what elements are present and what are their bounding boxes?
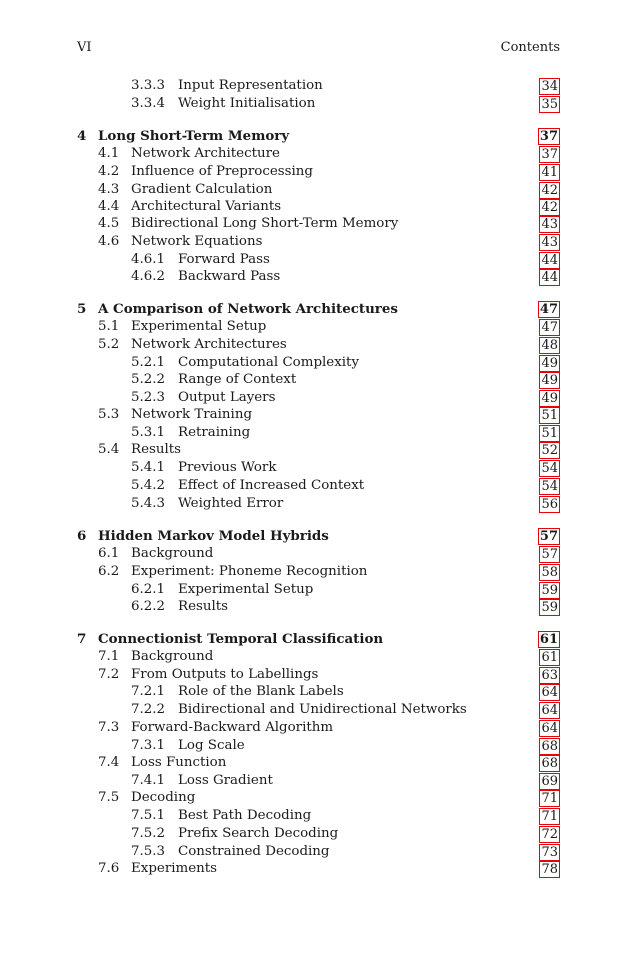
toc-entry-title: Loss Gradient [178, 772, 277, 790]
toc-entry-row [0, 318, 627, 336]
toc-page-link[interactable]: 59 [541, 600, 558, 615]
toc-page-link[interactable]: 47 [539, 302, 558, 317]
toc-entry-title: Best Path Decoding [178, 807, 315, 825]
toc-entry-row [0, 545, 627, 563]
toc-chapter-row [0, 630, 627, 648]
toc-entry-title: Network Architecture [131, 145, 284, 163]
toc-chapter-row [0, 300, 627, 318]
toc-entry-title: Forward Pass [178, 251, 274, 269]
toc-entry-row [0, 163, 627, 181]
header-page-number: VI [77, 40, 92, 55]
toc-page-link[interactable]: 59 [541, 583, 558, 598]
toc-entry-row [0, 441, 627, 459]
toc-entry-title: Hidden Markov Model Hybrids [98, 527, 333, 545]
toc-page-link[interactable]: 71 [541, 791, 558, 806]
toc-entry-number: 5.2.2 [131, 372, 166, 387]
toc-entry-title: Role of the Blank Labels [178, 683, 348, 701]
toc-entry-title: Weighted Error [178, 495, 287, 513]
toc-page-link[interactable]: 54 [541, 479, 558, 494]
toc-entry-number: 4.6.2 [131, 269, 166, 284]
toc-page-link[interactable]: 61 [541, 650, 558, 665]
toc-entry-number: 3.3.3 [131, 78, 166, 93]
toc-entry-row [0, 495, 627, 513]
toc-entry-row [0, 648, 627, 666]
toc-entry-number: 7.5.3 [131, 844, 166, 859]
toc-chapter-row [0, 527, 627, 545]
toc-entry-row [0, 563, 627, 581]
toc-entry-row [0, 95, 627, 113]
toc-entry-title: Log Scale [178, 737, 249, 755]
toc-entry-row [0, 701, 627, 719]
toc-entry-title: Long Short-Term Memory [98, 127, 293, 145]
toc-page-link[interactable]: 69 [541, 774, 558, 789]
page-header [77, 40, 560, 56]
toc-page-link[interactable]: 68 [541, 756, 558, 771]
toc-entry-title: Gradient Calculation [131, 181, 276, 199]
toc-page-link[interactable]: 49 [541, 356, 558, 371]
toc-entry-number: 5.4 [98, 442, 120, 457]
toc-entry-row [0, 406, 627, 424]
toc-entry-number: 6.2 [98, 564, 120, 579]
toc-entry-title: Decoding [131, 789, 199, 807]
toc-entry-title: Forward-Backward Algorithm [131, 719, 337, 737]
toc-entry-row [0, 581, 627, 599]
toc-entry-title: Bidirectional Long Short-Term Memory [131, 215, 402, 233]
toc-entry-number: 7.2.1 [131, 684, 166, 699]
toc-entry-row [0, 77, 627, 95]
toc-entry-title: Effect of Increased Context [178, 477, 368, 495]
toc-entry-number: 5.3.1 [131, 425, 166, 440]
toc-entry-row [0, 737, 627, 755]
toc-entry-title: Computational Complexity [178, 354, 363, 372]
toc-entry-row [0, 789, 627, 807]
toc-entry-row [0, 843, 627, 861]
toc-entry-title: Constrained Decoding [178, 843, 334, 861]
toc-entry-number: 7.2 [98, 667, 120, 682]
toc-entry-row [0, 598, 627, 616]
toc-entry-row [0, 233, 627, 251]
toc-page-link[interactable]: 61 [539, 632, 558, 647]
toc-entry-number: 4.6.1 [131, 252, 166, 267]
toc-entry-number: 7.5.1 [131, 808, 166, 823]
toc-entry-number: 6 [77, 528, 87, 544]
toc-page-link[interactable]: 64 [541, 685, 558, 700]
toc-entry-number: 5 [77, 301, 87, 317]
toc-entry-number: 5.3 [98, 407, 120, 422]
toc-entry-row [0, 666, 627, 684]
toc-entry-title: Results [131, 441, 185, 459]
toc-page-link[interactable]: 43 [541, 217, 558, 232]
toc-entry-number: 7.6 [98, 861, 120, 876]
toc-page-link[interactable]: 47 [541, 320, 558, 335]
toc-entry-number: 4.2 [98, 164, 120, 179]
toc-entry-title: Bidirectional and Unidirectional Networks [178, 701, 471, 719]
toc-entry-title: Background [131, 545, 217, 563]
header-running-title: Contents [500, 40, 560, 55]
toc-entry-row [0, 459, 627, 477]
toc-page-link[interactable]: 49 [541, 373, 558, 388]
toc-page-link[interactable]: 64 [541, 703, 558, 718]
toc-page-link[interactable]: 41 [541, 165, 558, 180]
toc-chapter-row [0, 127, 627, 145]
toc-page-link[interactable]: 48 [541, 338, 558, 353]
toc-entry-title: Connectionist Temporal Classification [98, 630, 387, 648]
toc-entry-number: 6.2.2 [131, 599, 166, 614]
toc-entry-row [0, 825, 627, 843]
toc-entry-row [0, 251, 627, 269]
toc-entry-number: 7.4 [98, 755, 120, 770]
toc-page-link[interactable]: 49 [541, 391, 558, 406]
toc-entry-title: From Outputs to Labellings [131, 666, 322, 684]
toc-entry-number: 5.2.1 [131, 355, 166, 370]
toc-entry-number: 7 [77, 631, 87, 647]
toc-entry-number: 4.1 [98, 146, 120, 161]
toc-page-link[interactable]: 37 [539, 129, 558, 144]
toc-page-link[interactable]: 42 [541, 183, 558, 198]
toc-entry-row [0, 354, 627, 372]
toc-entry-title: Previous Work [178, 459, 280, 477]
toc-entry-number: 4.6 [98, 234, 120, 249]
toc-entry-row [0, 215, 627, 233]
toc-entry-number: 4.4 [98, 199, 120, 214]
toc-entry-title: Range of Context [178, 371, 300, 389]
toc-entry-title: A Comparison of Network Architectures [98, 300, 402, 318]
toc-entry-title: Network Architectures [131, 336, 291, 354]
toc-entry-title: Retraining [178, 424, 254, 442]
toc-entry-number: 6.1 [98, 546, 120, 561]
toc-entry-number: 7.5 [98, 790, 120, 805]
toc-page-link[interactable]: 57 [541, 547, 558, 562]
toc-page-link[interactable]: 63 [541, 668, 558, 683]
toc-entry-row [0, 145, 627, 163]
toc-entry-row [0, 754, 627, 772]
toc-entry-row [0, 772, 627, 790]
toc-entry-row [0, 268, 627, 286]
toc-entry-title: Background [131, 648, 217, 666]
toc-entry-title: Experiments [131, 860, 221, 878]
toc-entry-title: Backward Pass [178, 268, 284, 286]
toc-entry-number: 5.4.3 [131, 496, 166, 511]
toc-page-link[interactable]: 51 [541, 426, 558, 441]
toc-entry-number: 7.2.2 [131, 702, 166, 717]
toc-page-link[interactable]: 44 [541, 253, 558, 268]
toc-page-link[interactable]: 68 [541, 739, 558, 754]
toc-page-link[interactable]: 78 [541, 862, 558, 877]
toc-entry-title: Experiment: Phoneme Recognition [131, 563, 371, 581]
toc-entry-row [0, 181, 627, 199]
toc-page-link[interactable]: 51 [541, 408, 558, 423]
toc-page-link[interactable]: 44 [541, 270, 558, 285]
toc-entry-title: Network Training [131, 406, 256, 424]
toc-entry-title: Architectural Variants [131, 198, 285, 216]
toc-page-link[interactable]: 54 [541, 461, 558, 476]
toc-entry-title: Loss Function [131, 754, 230, 772]
toc-entry-title: Weight Initialisation [178, 95, 319, 113]
toc-page-link[interactable]: 34 [541, 79, 558, 94]
toc-entry-row [0, 477, 627, 495]
toc-page-link[interactable]: 57 [539, 529, 558, 544]
toc-page-link[interactable]: 72 [541, 827, 558, 842]
toc-entry-number: 5.4.2 [131, 478, 166, 493]
toc-entry-number: 4.5 [98, 216, 120, 231]
toc-entry-title: Network Equations [131, 233, 267, 251]
toc-entry-number: 5.4.1 [131, 460, 166, 475]
toc-entry-title: Experimental Setup [131, 318, 270, 336]
toc-page-link[interactable]: 64 [541, 721, 558, 736]
toc-entry-title: Output Layers [178, 389, 279, 407]
toc-page-link[interactable]: 37 [541, 147, 558, 162]
toc-page-link[interactable]: 43 [541, 235, 558, 250]
toc-page-link[interactable]: 52 [541, 443, 558, 458]
toc-entry-title: Results [178, 598, 232, 616]
toc-entry-number: 7.4.1 [131, 773, 166, 788]
toc-entry-number: 5.1 [98, 319, 120, 334]
toc-page-link[interactable]: 35 [541, 97, 558, 112]
toc-page-link[interactable]: 71 [541, 809, 558, 824]
toc-entry-number: 3.3.4 [131, 96, 166, 111]
toc-page-link[interactable]: 58 [541, 565, 558, 580]
toc-entry-number: 6.2.1 [131, 582, 166, 597]
toc-entry-row [0, 719, 627, 737]
toc-entry-number: 4.3 [98, 182, 120, 197]
toc-entry-row [0, 389, 627, 407]
toc-entry-number: 7.1 [98, 649, 120, 664]
toc-entry-title: Input Representation [178, 77, 327, 95]
toc-entry-row [0, 371, 627, 389]
toc-entry-row [0, 424, 627, 442]
toc-entry-title: Experimental Setup [178, 581, 317, 599]
toc-entry-number: 7.3.1 [131, 738, 166, 753]
toc-entry-row [0, 198, 627, 216]
toc-entry-number: 5.2 [98, 337, 120, 352]
toc-entry-title: Influence of Preprocessing [131, 163, 317, 181]
toc-entry-number: 5.2.3 [131, 390, 166, 405]
toc-entry-number: 7.5.2 [131, 826, 166, 841]
toc-entry-number: 4 [77, 128, 87, 144]
toc-entry-row [0, 683, 627, 701]
toc-entry-number: 7.3 [98, 720, 120, 735]
toc-page-link[interactable]: 42 [541, 200, 558, 215]
toc-page-link[interactable]: 56 [541, 497, 558, 512]
toc-entry-row [0, 336, 627, 354]
toc-entry-title: Prefix Search Decoding [178, 825, 342, 843]
toc-entry-row [0, 807, 627, 825]
toc-page-link[interactable]: 73 [541, 845, 558, 860]
toc-entry-row [0, 860, 627, 878]
